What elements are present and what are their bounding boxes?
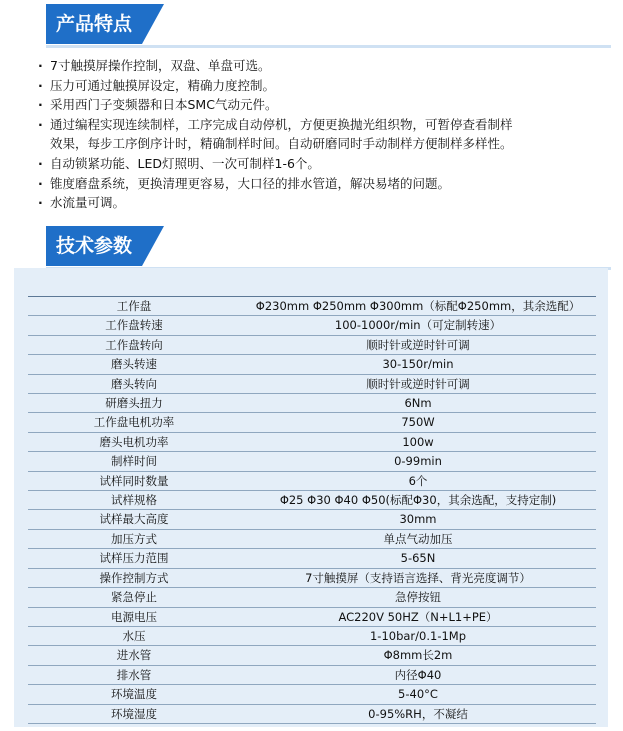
- table-row: [28, 297, 596, 316]
- feature-item: · 水流量可调。: [36, 193, 611, 213]
- table-row: [28, 529, 596, 548]
- spec-value: 5-40°C: [240, 685, 596, 704]
- spec-param: 试样同时数量: [28, 471, 240, 490]
- feature-item: · 7寸触摸屏操作控制，双盘、单盘可选。: [36, 56, 611, 76]
- table-row: [28, 452, 596, 471]
- table-row: [28, 335, 596, 354]
- spec-value: 7寸触摸屏（支持语言选择、背光亮度调节）: [240, 568, 596, 587]
- spec-value: 6Nm: [240, 394, 596, 413]
- table-row: [28, 626, 596, 645]
- spec-param: 环境湿度: [28, 704, 240, 723]
- table-row: [28, 568, 596, 587]
- spec-value: 6个: [240, 471, 596, 490]
- spec-param: 磨头电机功率: [28, 432, 240, 451]
- spec-param: 排水管: [28, 665, 240, 684]
- feature-item: 效果，每步工序倒序计时，精确制样时间。自动研磨同时手动制样方便制样多样性。: [50, 136, 513, 152]
- spec-value: 内径Φ40: [240, 665, 596, 684]
- feature-item: · 压力可通过触摸屏设定，精确力度控制。: [36, 76, 611, 96]
- spec-value: 0-95%RH，不凝结: [240, 704, 596, 723]
- spec-param: 加压方式: [28, 529, 240, 548]
- specs-table: [28, 296, 596, 724]
- spec-param: 工作盘: [28, 297, 240, 316]
- table-row: [28, 491, 596, 510]
- spec-value: AC220V 50HZ（N+L1+PE）: [240, 607, 596, 626]
- spec-param: 工作盘转向: [28, 335, 240, 354]
- spec-param: 试样规格: [28, 491, 240, 510]
- table-row: [28, 510, 596, 529]
- feature-item: · 自动锁紧功能、LED灯照明、一次可制样1-6个。: [36, 154, 611, 174]
- spec-param: 工作盘转速: [28, 316, 240, 335]
- table-row: [28, 374, 596, 393]
- spec-param: 制样时间: [28, 452, 240, 471]
- spec-param: 进水管: [28, 646, 240, 665]
- table-row: [28, 588, 596, 607]
- spec-param: 工作盘电机功率: [28, 413, 240, 432]
- table-row: [28, 665, 596, 684]
- features-section-header: [0, 4, 623, 48]
- spec-param: 试样最大高度: [28, 510, 240, 529]
- spec-param: 水压: [28, 626, 240, 645]
- spec-value: 30-150r/min: [240, 355, 596, 374]
- spec-value: 100w: [240, 432, 596, 451]
- spec-param: 紧急停止: [28, 588, 240, 607]
- feature-item: · 锥度磨盘系统，更换清理更容易，大口径的排水管道，解决易堵的问题。: [36, 174, 611, 194]
- spec-param: 试样压力范围: [28, 549, 240, 568]
- table-row: [28, 549, 596, 568]
- spec-param: 电源电压: [28, 607, 240, 626]
- spec-value: Φ8mm长2m: [240, 646, 596, 665]
- features-title: 产品特点: [46, 4, 142, 44]
- table-row: [28, 471, 596, 490]
- table-row: [28, 685, 596, 704]
- spec-param: 磨头转速: [28, 355, 240, 374]
- header-divider: [46, 45, 611, 48]
- table-row: [28, 316, 596, 335]
- feature-item: · 采用西门子变频器和日本SMC气动元件。: [36, 95, 611, 115]
- feature-item: · 通过编程实现连续制样，工序完成自动停机，方便更换抛光组织物，可暂停查看制样: [36, 115, 611, 135]
- spec-value: 顺时针或逆时针可调: [240, 374, 596, 393]
- spec-value: Φ230mm Φ250mm Φ300mm（标配Φ250mm，其余选配）: [240, 297, 596, 316]
- spec-value: 750W: [240, 413, 596, 432]
- table-row: [28, 432, 596, 451]
- spec-value: 30mm: [240, 510, 596, 529]
- features-list: [36, 56, 611, 213]
- table-row: [28, 413, 596, 432]
- spec-value: 0-99min: [240, 452, 596, 471]
- specs-title: 技术参数: [46, 226, 142, 266]
- spec-value: 5-65N: [240, 549, 596, 568]
- table-row: [28, 704, 596, 723]
- table-row: [28, 394, 596, 413]
- spec-value: Φ25 Φ30 Φ40 Φ50(标配Φ30，其余选配，支持定制): [240, 491, 596, 510]
- spec-param: 环境温度: [28, 685, 240, 704]
- spec-value: 单点气动加压: [240, 529, 596, 548]
- table-row: [28, 646, 596, 665]
- spec-value: 1-10bar/0.1-1Mp: [240, 626, 596, 645]
- spec-value: 顺时针或逆时针可调: [240, 335, 596, 354]
- spec-param: 操作控制方式: [28, 568, 240, 587]
- spec-value: 100-1000r/min（可定制转速）: [240, 316, 596, 335]
- table-row: [28, 607, 596, 626]
- spec-value: 急停按钮: [240, 588, 596, 607]
- specs-section-header: [0, 226, 623, 270]
- spec-param: 研磨头扭力: [28, 394, 240, 413]
- table-row: [28, 355, 596, 374]
- spec-param: 磨头转向: [28, 374, 240, 393]
